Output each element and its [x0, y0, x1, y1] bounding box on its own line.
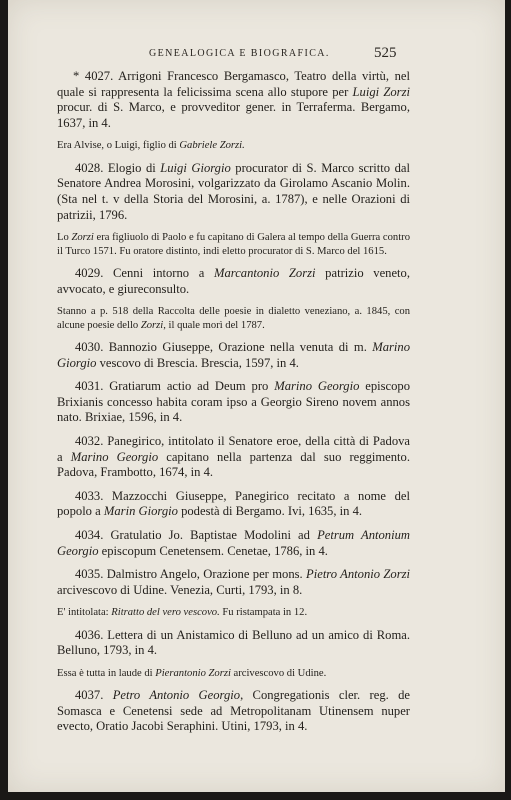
entry-text: arcivescovo di Udine. Venezia, Curti, 1793, in 8.: [57, 582, 303, 597]
italic-name: Petro Antonio Georgio: [112, 688, 241, 703]
running-head: GENEALOGICA E BIOGRAFICA.: [149, 48, 330, 59]
entry-text: procurator di S. Marco scritto dal Senatore Andrea Morosini, volgarizzato da Girolamo Ascanio Molin. (Sta nel t. v della Storia del Morosini, a. 1787), e nelle Orazioni di patrizii, 1796.: [57, 160, 410, 222]
bibliography-entry: [57, 434, 410, 481]
bibliography-entry: [57, 161, 410, 223]
entry-note: [57, 305, 410, 332]
page-number: 525: [374, 45, 397, 61]
entry-text: * 4027. Arrigoni Francesco Bergamasco, Teatro della virtù, nel quale si rappresenta la felicissima scena allo stupore per: [57, 69, 410, 99]
entry-text: Stanno a p. 518 della Raccolta delle poesie in dialetto veneziano, a. 1845, con alcune poesie dello: [57, 306, 410, 331]
entry-text: , Congregationis cler. reg. de Somasca e Cenetensi sede ad Metropolitanam Utinensem nuper evecto, Oratio Jacobi Seraphini. Utini, 1793, in 4.: [57, 688, 411, 734]
bibliography-entry: [57, 69, 410, 131]
italic-name: Petrum Antonium Georgio: [57, 527, 410, 558]
entry-text: 4032. Panegirico, intitolato il Senatore eroe, della città di Padova a: [57, 433, 410, 464]
entry-note: [57, 139, 410, 152]
entry-text: 4030. Bannozio Giuseppe, Orazione nella venuta di m.: [75, 339, 373, 354]
entry-note: [57, 667, 410, 680]
entry-note: [57, 231, 410, 258]
bibliography-entry: [57, 379, 410, 426]
bibliography-entry: [57, 628, 410, 659]
entry-text: patrizio veneto, avvocato, e giureconsulto.: [57, 265, 411, 296]
entry-text: , il quale morì del 1787.: [163, 319, 265, 331]
entry-text: podestà di Bergamo. Ivi, 1635, in 4.: [177, 504, 363, 519]
entry-text: 4036. Lettera di un Anistamico di Belluno ad un amico di Roma. Belluno, 1793, in 4.: [57, 627, 410, 658]
italic-name: Marino Georgio: [274, 379, 360, 394]
bibliography-entries: [57, 69, 410, 735]
entry-text: Essa è tutta in laude di: [57, 667, 156, 679]
bibliography-entry: [57, 567, 410, 598]
bibliography-entry: [57, 340, 410, 371]
entry-text: procur. di S. Marco, e provveditor gener. in Terraferma. Bergamo, 1637, in 4.: [57, 100, 410, 130]
entry-text: episcopum Cenetensem. Cenetae, 1786, in 4.: [98, 543, 328, 558]
entry-text: Era Alvise, o Luigi, figlio di: [57, 140, 180, 152]
italic-name: Luigi Giorgio: [160, 160, 231, 175]
entry-text: 4037.: [75, 688, 113, 703]
entry-text: arcivescovo di Udine.: [230, 667, 327, 679]
entry-text: 4028. Elogio di: [75, 160, 161, 175]
italic-name: Pietro Antonio Zorzi: [306, 567, 411, 582]
italic-name: Zorzi: [140, 319, 164, 331]
book-page: [8, 0, 505, 792]
italic-name: Gabriele Zorzi.: [179, 140, 245, 152]
entry-note: [57, 606, 410, 619]
entry-text: 4035. Dalmistro Angelo, Orazione per mons.: [75, 567, 307, 582]
italic-name: Marino Giorgio: [57, 339, 410, 370]
bibliography-entry: [57, 688, 410, 735]
entry-text: vescovo di Brescia. Brescia, 1597, in 4.: [96, 355, 299, 370]
page-header: [8, 45, 505, 64]
entry-text: Fu ristampata in 12.: [219, 607, 308, 619]
italic-name: Marin Giorgio: [103, 504, 178, 519]
entry-text: 4033. Mazzocchi Giuseppe, Panegirico recitato a nome del popolo a: [57, 488, 410, 519]
entry-text: episcopo Brixianis concesso habita coram ipso a Georgio Sireno novem annos nato. Brixiae, 1596, in 4.: [57, 379, 411, 425]
entry-text: era figliuolo di Paolo e fu capitano di Galera al tempo della Guerra contro il Turco 1571. Fu oratore distinto, indi eletto procurator di S. Marco del 1615.: [57, 232, 410, 257]
italic-name: Luigi Zorzi: [352, 84, 410, 99]
bibliography-entry: [57, 266, 410, 297]
entry-text: capitano nella partenza dal suo reggimento. Padova, Frambotto, 1674, in 4.: [57, 449, 410, 480]
bibliography-entry: [57, 489, 410, 520]
italic-name: Ritratto del vero vescovo.: [111, 607, 220, 619]
entry-text: 4034. Gratulatio Jo. Baptistae Modolini ad: [75, 527, 318, 542]
bibliography-entry: [57, 528, 410, 559]
entry-text: 4029. Cenni intorno a: [75, 265, 214, 280]
entry-text: Lo: [57, 232, 72, 244]
italic-name: Zorzi: [71, 232, 94, 244]
italic-name: Marcantonio Zorzi: [213, 265, 316, 280]
italic-name: Marino Georgio: [70, 449, 159, 464]
italic-name: Pierantonio Zorzi: [155, 667, 231, 679]
entry-text: E' intitolata:: [57, 607, 112, 619]
entry-text: 4031. Gratiarum actio ad Deum pro: [75, 379, 275, 394]
